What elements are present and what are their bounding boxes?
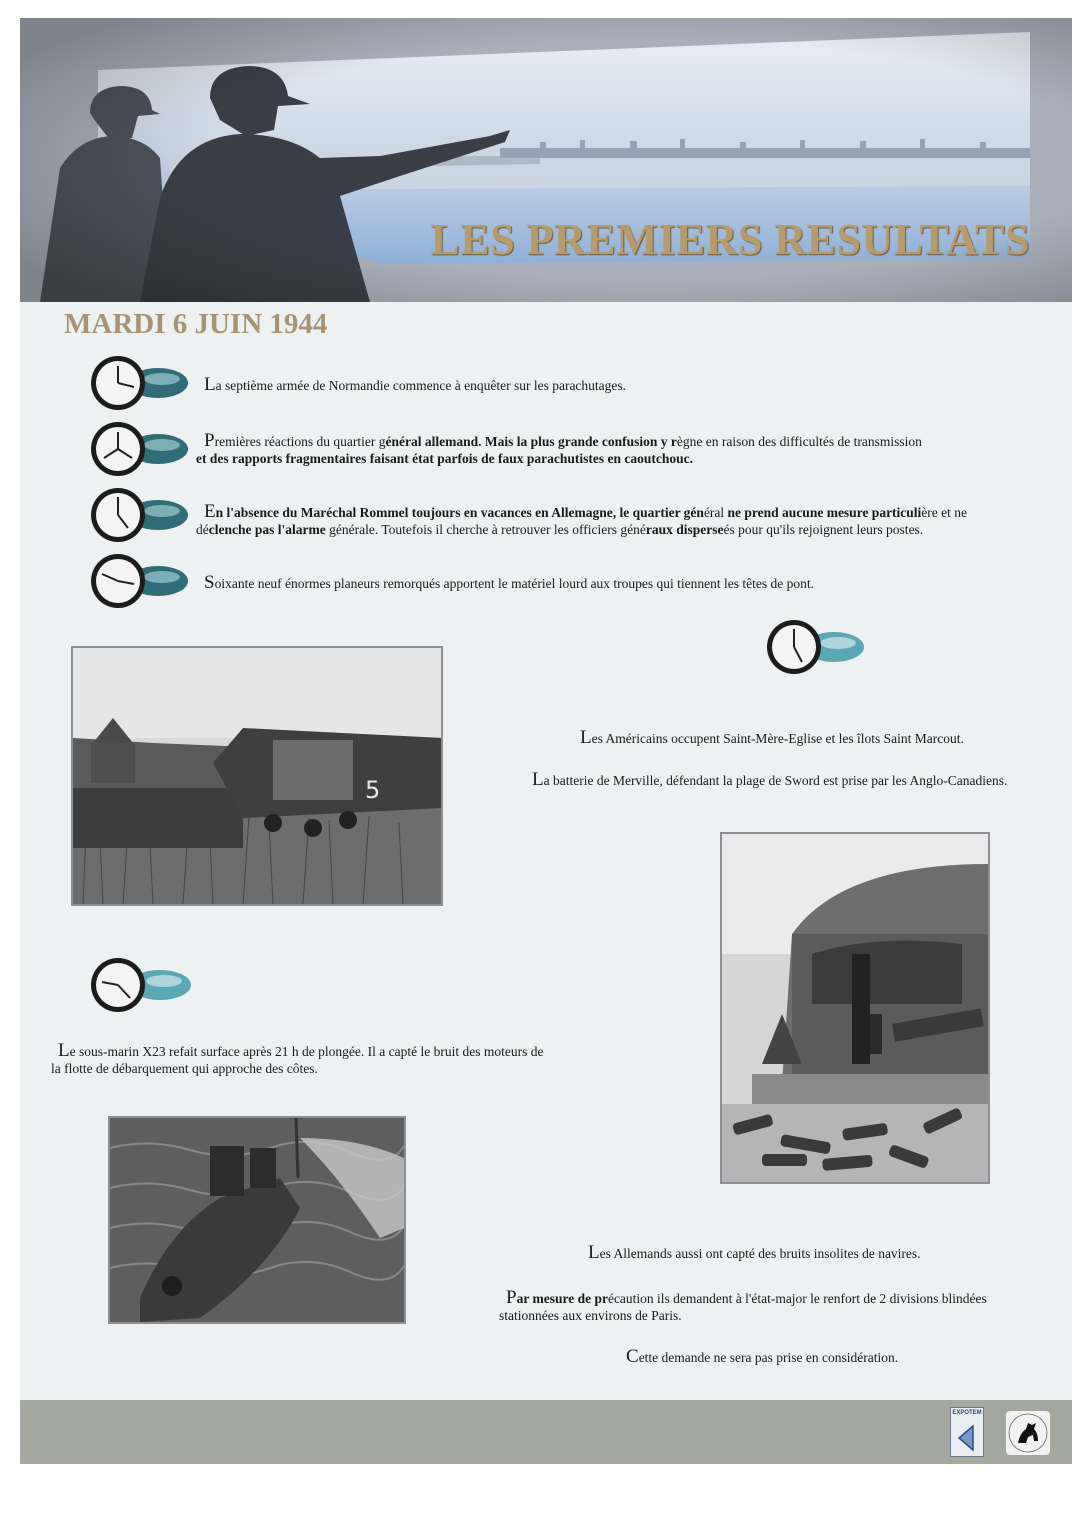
- clock-icon: [88, 420, 190, 478]
- event-3-text-line2: déclenche pas l'alarme générale. Toutefois il cherche à retrouver les officiers généraux disperseés pour qu'ils rejoignent leurs postes.: [196, 522, 924, 537]
- glider-marking: 5: [365, 776, 381, 804]
- event-3-text: En l'absence du Maréchal Rommel toujours en vacances en Allemagne, le quartier général ne prend aucune mesure particulière et ne: [204, 501, 968, 522]
- event-2-text-line2: et des rapports fragmentaires faisant état parfois de faux parachutistes en caoutchouc.: [196, 451, 693, 466]
- americans-text: Les Américains occupent Saint-Mère-Eglise et les îlots Saint Marcout.: [580, 727, 964, 748]
- horse-icon: [1006, 1411, 1050, 1455]
- submarine-photo: [108, 1116, 406, 1324]
- merville-text: La batterie de Merville, défendant la plage de Sword est prise par les Anglo-Canadiens.: [532, 769, 1008, 790]
- battery-photo: [720, 832, 990, 1184]
- glider-photo: [71, 646, 443, 906]
- precaution-text: Par mesure de précaution ils demandent à l'état-major le renfort de 2 divisions blindées: [506, 1287, 987, 1308]
- clock-icon: [764, 618, 866, 676]
- precaution-text-line2: stationnées aux environs de Paris.: [499, 1308, 682, 1323]
- germans-noises-text: Les Allemands aussi ont capté des bruits insolites de navires.: [588, 1242, 921, 1263]
- horse-logo: [1006, 1411, 1050, 1455]
- back-button[interactable]: [950, 1407, 984, 1457]
- clock-icon: [88, 486, 190, 544]
- banner-title: LES PREMIERS RESULTATS: [430, 215, 1030, 264]
- page: [20, 18, 1072, 1464]
- refused-text: Cette demande ne sera pas prise en considération.: [626, 1346, 899, 1367]
- submarine-text-line2: la flotte de débarquement qui approche des côtes.: [51, 1061, 318, 1076]
- event-4-text: Soixante neuf énormes planeurs remorqués apportent le matériel lourd aux troupes qui tiennent les têtes de pont.: [204, 572, 815, 593]
- footer-bar: [20, 1400, 1072, 1464]
- event-2-text: Premières réactions du quartier général allemand. Mais la plus grande confusion y règne en raison des difficultés de transmission: [204, 430, 922, 451]
- submarine-text: Le sous-marin X23 refait surface après 21 h de plongée. Il a capté le bruit des moteurs de: [58, 1040, 544, 1061]
- clock-icon: [88, 956, 194, 1014]
- header-banner: [20, 18, 1072, 302]
- event-1-text: La septième armée de Normandie commence à enquêter sur les parachutages.: [204, 374, 627, 395]
- nav-label: EXPOTEM: [952, 1410, 982, 1416]
- clock-icon: [88, 552, 190, 610]
- date-heading: MARDI 6 JUIN 1944: [64, 308, 328, 340]
- clock-icon: [88, 354, 190, 412]
- back-arrow-icon: [951, 1418, 983, 1458]
